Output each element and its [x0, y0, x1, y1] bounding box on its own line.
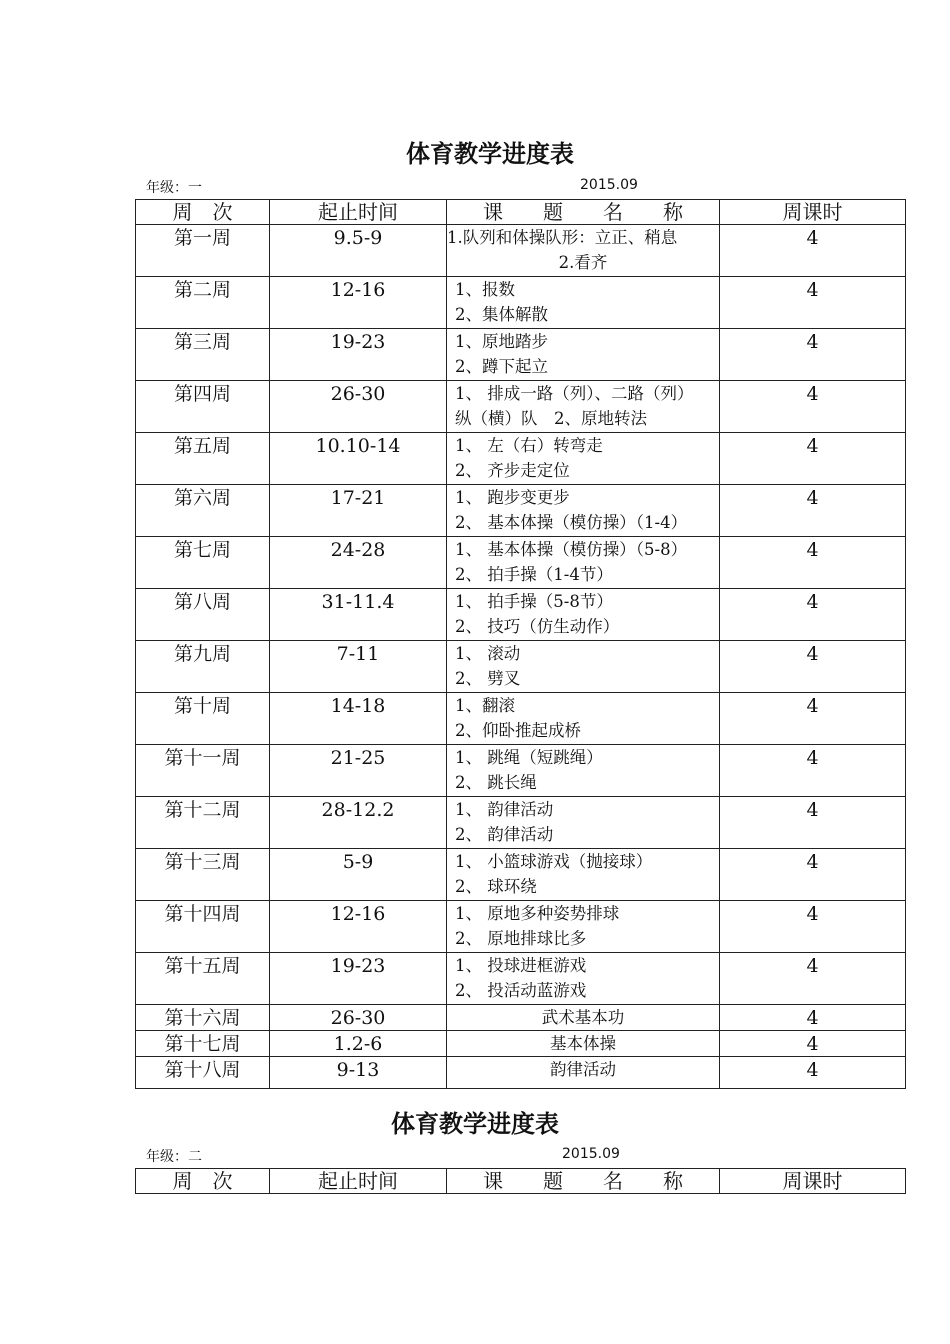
- table-row: [136, 797, 906, 849]
- content-line: 2、 基本体操（模仿操）（1-4）: [455, 513, 688, 532]
- hours-cell: 4: [720, 1031, 906, 1057]
- content-cell: [447, 589, 720, 641]
- week-cell: 第十五周: [136, 953, 270, 1005]
- week-cell: 第十一周: [136, 745, 270, 797]
- content-line: 1、原地踏步: [455, 332, 548, 351]
- header-week: 周 次: [136, 200, 270, 225]
- content-line: 2、 韵律活动: [455, 825, 554, 844]
- content-cell: [447, 433, 720, 485]
- page-title: 体育教学进度表: [406, 139, 574, 168]
- content-line: 1、 投球进框游戏: [455, 956, 587, 975]
- hours-cell: 4: [720, 849, 906, 901]
- dates-cell: 19-23: [270, 329, 447, 381]
- grade-label-2: 年级：二: [146, 1149, 202, 1165]
- table-body: [136, 225, 906, 1089]
- header-hours: 周课时: [720, 200, 906, 225]
- content-cell: [447, 485, 720, 537]
- hours-cell: 4: [720, 797, 906, 849]
- table-row: [136, 485, 906, 537]
- content-cell: [447, 693, 720, 745]
- content-cell: [447, 537, 720, 589]
- table-row: [136, 953, 906, 1005]
- dates-cell: 14-18: [270, 693, 447, 745]
- dates-cell: 1.2-6: [270, 1031, 447, 1057]
- content-cell: [447, 901, 720, 953]
- content-line: 2、 拍手操（1-4节）: [455, 565, 613, 584]
- dates-cell: 7-11: [270, 641, 447, 693]
- content-line: 2、 跳长绳: [455, 773, 537, 792]
- table-row: [136, 1057, 906, 1089]
- table-row: [136, 433, 906, 485]
- week-cell: 第六周: [136, 485, 270, 537]
- content-line: 基本体操: [550, 1034, 616, 1053]
- header-hours: 周课时: [720, 1169, 906, 1194]
- dates-cell: 24-28: [270, 537, 447, 589]
- content-line: 2、蹲下起立: [455, 357, 548, 376]
- table-row: [136, 901, 906, 953]
- hours-cell: 4: [720, 589, 906, 641]
- header-content: 课 题 名 称: [447, 1169, 720, 1194]
- table-row: [136, 381, 906, 433]
- content-cell: [447, 953, 720, 1005]
- content-line: 1、 滚动: [455, 644, 521, 663]
- content-line: 2、 劈叉: [455, 669, 521, 688]
- date-label-2: 2015.09: [562, 1146, 620, 1162]
- week-cell: 第五周: [136, 433, 270, 485]
- header-dates: 起止时间: [270, 1169, 447, 1194]
- content-line: 1、报数: [455, 280, 515, 299]
- date-label: 2015.09: [580, 177, 638, 193]
- dates-cell: 5-9: [270, 849, 447, 901]
- header-content: 课 题 名 称: [447, 200, 720, 225]
- dates-cell: 12-16: [270, 901, 447, 953]
- table-row: [136, 1005, 906, 1031]
- content-cell: [447, 641, 720, 693]
- content-line: 2、仰卧推起成桥: [455, 721, 581, 740]
- week-cell: 第一周: [136, 225, 270, 277]
- table-header-row: [136, 1169, 906, 1194]
- table-row: [136, 589, 906, 641]
- content-cell: [447, 277, 720, 329]
- dates-cell: 26-30: [270, 381, 447, 433]
- content-line: 1、翻滚: [455, 696, 515, 715]
- content-line: 1、 拍手操（5-8节）: [455, 592, 613, 611]
- content-cell: [447, 329, 720, 381]
- content-line: 2、集体解散: [455, 305, 548, 324]
- content-line: 1、 原地多种姿势排球: [455, 904, 620, 923]
- dates-cell: 31-11.4: [270, 589, 447, 641]
- week-cell: 第十八周: [136, 1057, 270, 1089]
- content-line: 2、 原地排球比多: [455, 929, 587, 948]
- week-cell: 第三周: [136, 329, 270, 381]
- week-cell: 第四周: [136, 381, 270, 433]
- content-line: 1、 韵律活动: [455, 800, 554, 819]
- schedule-table-grade-1: [135, 199, 906, 1089]
- dates-cell: 9.5-9: [270, 225, 447, 277]
- hours-cell: 4: [720, 485, 906, 537]
- dates-cell: 26-30: [270, 1005, 447, 1031]
- content-line: 1、 跑步变更步: [455, 488, 570, 507]
- content-cell: [447, 381, 720, 433]
- content-cell: [447, 849, 720, 901]
- week-cell: 第十四周: [136, 901, 270, 953]
- week-cell: 第十六周: [136, 1005, 270, 1031]
- content-cell: [447, 1031, 720, 1057]
- content-line: 2、 球环绕: [455, 877, 537, 896]
- dates-cell: 12-16: [270, 277, 447, 329]
- week-cell: 第十二周: [136, 797, 270, 849]
- hours-cell: 4: [720, 953, 906, 1005]
- hours-cell: 4: [720, 537, 906, 589]
- hours-cell: 4: [720, 745, 906, 797]
- table-row: [136, 277, 906, 329]
- week-cell: 第十三周: [136, 849, 270, 901]
- content-line: 1、 左（右）转弯走: [455, 436, 603, 455]
- header-week: 周 次: [136, 1169, 270, 1194]
- table-row: [136, 537, 906, 589]
- dates-cell: 9-13: [270, 1057, 447, 1089]
- hours-cell: 4: [720, 1005, 906, 1031]
- table-row: [136, 329, 906, 381]
- hours-cell: 4: [720, 1057, 906, 1089]
- hours-cell: 4: [720, 329, 906, 381]
- hours-cell: 4: [720, 381, 906, 433]
- week-cell: 第二周: [136, 277, 270, 329]
- hours-cell: 4: [720, 693, 906, 745]
- table-row: [136, 745, 906, 797]
- table-row: [136, 693, 906, 745]
- table-row: [136, 849, 906, 901]
- content-cell: [447, 1057, 720, 1089]
- table-row: [136, 1031, 906, 1057]
- hours-cell: 4: [720, 901, 906, 953]
- hours-cell: 4: [720, 433, 906, 485]
- content-cell: [447, 1005, 720, 1031]
- content-line: 1、 跳绳（短跳绳）: [455, 748, 603, 767]
- content-cell: [447, 745, 720, 797]
- content-cell: [447, 225, 720, 277]
- week-cell: 第七周: [136, 537, 270, 589]
- content-cell: [447, 797, 720, 849]
- table-header-row: [136, 200, 906, 225]
- week-cell: 第八周: [136, 589, 270, 641]
- week-cell: 第十周: [136, 693, 270, 745]
- hours-cell: 4: [720, 641, 906, 693]
- week-cell: 第十七周: [136, 1031, 270, 1057]
- dates-cell: 21-25: [270, 745, 447, 797]
- dates-cell: 10.10-14: [270, 433, 447, 485]
- content-line: 武术基本功: [541, 1008, 625, 1027]
- content-line: 1、 基本体操（模仿操）（5-8）: [455, 540, 688, 559]
- content-line: 2、 齐步走定位: [455, 461, 570, 480]
- content-line: 2.看齐: [558, 253, 608, 272]
- dates-cell: 19-23: [270, 953, 447, 1005]
- dates-cell: 28-12.2: [270, 797, 447, 849]
- content-line: 纵（横）队 2、原地转法: [455, 409, 647, 428]
- table-row: [136, 225, 906, 277]
- hours-cell: 4: [720, 225, 906, 277]
- hours-cell: 4: [720, 277, 906, 329]
- grade-label: 年级：一: [146, 180, 202, 196]
- content-line: 韵律活动: [550, 1060, 616, 1079]
- content-line: 1、 排成一路（列）、二路（列）: [455, 384, 694, 403]
- header-dates: 起止时间: [270, 200, 447, 225]
- dates-cell: 17-21: [270, 485, 447, 537]
- week-cell: 第九周: [136, 641, 270, 693]
- page-title-2: 体育教学进度表: [391, 1109, 559, 1138]
- content-line: 2、 技巧（仿生动作）: [455, 617, 620, 636]
- table-row: [136, 641, 906, 693]
- schedule-table-grade-2: [135, 1168, 906, 1194]
- content-line: 2、 投活动蓝游戏: [455, 981, 587, 1000]
- content-line: 1.队列和体操队形：立正、稍息: [447, 228, 678, 247]
- content-line: 1、 小篮球游戏（抛接球）: [455, 852, 653, 871]
